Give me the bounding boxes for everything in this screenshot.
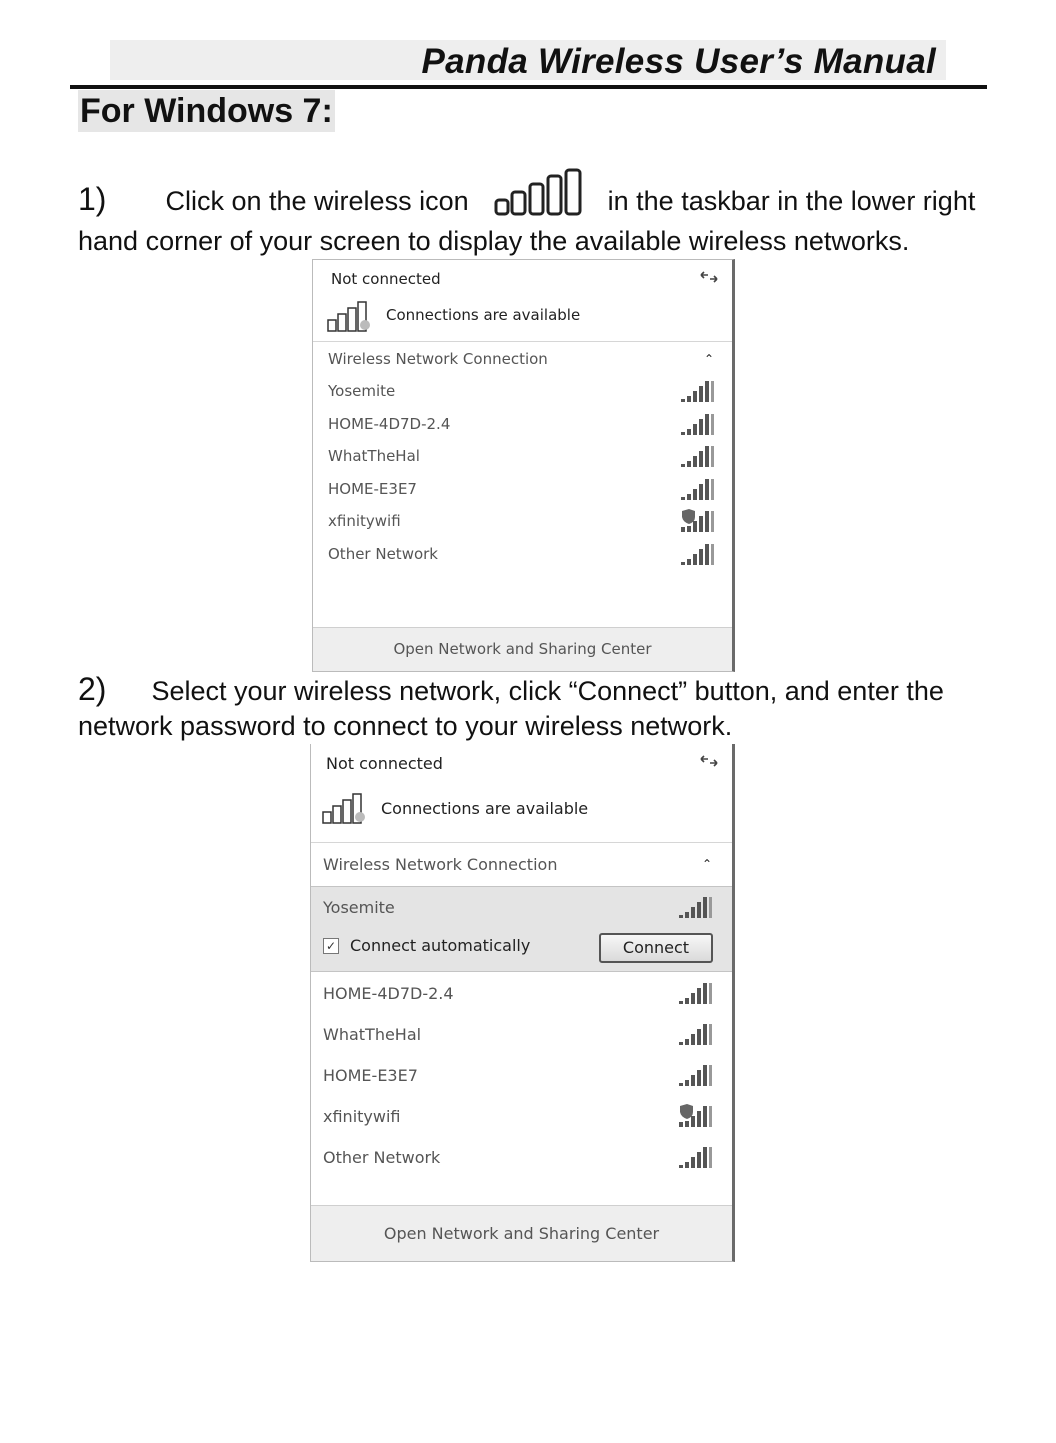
network-name: WhatTheHal: [323, 1025, 422, 1044]
network-item[interactable]: [311, 1138, 732, 1178]
network-item[interactable]: [311, 974, 732, 1014]
open-network-center-link[interactable]: Open Network and Sharing Center: [313, 627, 732, 671]
status-not-connected: Not connected: [326, 754, 443, 773]
step-1-text-before: Click on the wireless icon: [165, 186, 469, 216]
signal-bars-icon: [678, 981, 714, 1005]
network-item[interactable]: [311, 1015, 732, 1055]
network-item[interactable]: [313, 373, 732, 405]
step-2-text: Select your wireless network, click “Connect” button, and enter the network password to connect to your wireless network.: [78, 676, 944, 741]
network-name: Yosemite: [328, 382, 396, 400]
connect-automatically-label: Connect automatically: [350, 936, 531, 955]
refresh-icon[interactable]: [698, 268, 720, 286]
connections-available-text: Connections are available: [381, 799, 589, 818]
section-title: For Windows 7:: [80, 92, 333, 130]
step-1-paragraph: [78, 168, 978, 259]
refresh-icon[interactable]: [698, 752, 720, 770]
connect-automatically-checkbox[interactable]: ✓: [323, 938, 339, 954]
step-1-text-after: in the taskbar in the lower right hand corner of your screen to display the available wireless networks.: [78, 186, 976, 256]
network-name: xfinitywifi: [323, 1107, 401, 1126]
wireless-taskbar-icon: [494, 168, 586, 224]
network-item[interactable]: [313, 406, 732, 438]
signal-bars-icon: [680, 379, 716, 403]
step-2-paragraph: [78, 672, 978, 744]
signal-bars-icon: [678, 1145, 714, 1169]
network-name: Other Network: [328, 545, 438, 563]
connections-available-text: Connections are available: [386, 306, 581, 324]
network-name: Other Network: [323, 1148, 441, 1167]
wireless-available-icon: [327, 300, 381, 332]
collapse-caret-icon[interactable]: ⌃: [703, 352, 714, 366]
wireless-available-icon: [322, 792, 376, 824]
signal-bars-icon: [680, 412, 716, 436]
signal-shield-icon: [678, 1104, 714, 1128]
header-bar: [110, 40, 946, 80]
step-1-number: 1): [78, 181, 107, 217]
network-item[interactable]: [313, 471, 732, 503]
step-2-number: 2): [78, 671, 107, 707]
network-name: HOME-4D7D-2.4: [328, 415, 451, 433]
network-item[interactable]: [313, 438, 732, 470]
network-name: HOME-E3E7: [328, 480, 417, 498]
open-network-center-link[interactable]: Open Network and Sharing Center: [311, 1205, 732, 1261]
wifi-panel-connect: [310, 744, 735, 1262]
connect-button[interactable]: Connect: [599, 933, 713, 963]
wifi-panel-list: [312, 259, 735, 672]
network-name: HOME-4D7D-2.4: [323, 984, 454, 1003]
network-item[interactable]: [313, 503, 732, 535]
signal-bars-icon: [678, 1063, 714, 1087]
signal-bars-icon: [678, 1022, 714, 1046]
manual-title: Panda Wireless User’s Manual: [421, 42, 936, 81]
divider: [311, 842, 732, 843]
signal-bars-icon: [678, 895, 714, 919]
selected-network[interactable]: [311, 886, 732, 972]
signal-shield-icon: [680, 509, 716, 533]
status-not-connected: Not connected: [331, 270, 441, 288]
signal-bars-icon: [680, 444, 716, 468]
network-name: Yosemite: [323, 898, 395, 917]
signal-bars-icon: [680, 542, 716, 566]
collapse-caret-icon[interactable]: ⌃: [701, 857, 712, 871]
divider: [313, 341, 732, 342]
wireless-group-label[interactable]: Wireless Network Connection: [323, 855, 558, 874]
wireless-group-label[interactable]: Wireless Network Connection: [328, 350, 548, 368]
network-name: HOME-E3E7: [323, 1066, 418, 1085]
network-item[interactable]: [313, 536, 732, 568]
signal-bars-icon: [680, 477, 716, 501]
network-item[interactable]: [311, 1097, 732, 1137]
network-name: xfinitywifi: [328, 512, 401, 530]
network-name: WhatTheHal: [328, 447, 420, 465]
header-rule: [70, 85, 987, 89]
network-item[interactable]: [311, 1056, 732, 1096]
